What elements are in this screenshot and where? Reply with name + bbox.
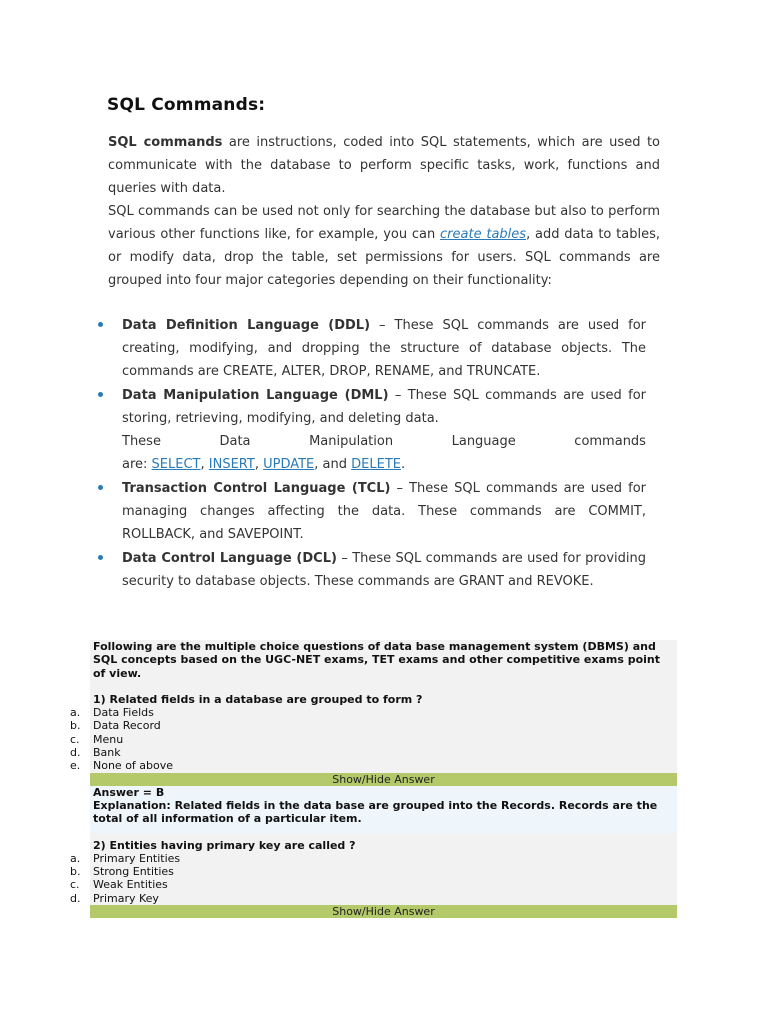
insert-link[interactable]: INSERT bbox=[208, 457, 255, 472]
option-letter: a. bbox=[70, 851, 81, 865]
list-item-dml bbox=[95, 384, 646, 476]
quiz-question-1-block bbox=[70, 640, 677, 773]
option-text: None of above bbox=[93, 759, 174, 773]
delete-link[interactable]: DELETE bbox=[351, 457, 401, 472]
option-item bbox=[70, 891, 674, 905]
option-item bbox=[70, 878, 674, 892]
bullet-icon bbox=[98, 555, 103, 560]
category-title: Data Definition Language (DDL) bbox=[122, 318, 371, 333]
intro-paragraph-1 bbox=[108, 131, 660, 200]
option-letter: d. bbox=[70, 891, 81, 905]
bullet-icon bbox=[98, 392, 103, 397]
quiz-intro-text: Following are the multiple choice questions of data base management system (DBMS) and SQL concepts based on the UGC-NET exams, TET exams and other competitive exams point of view. bbox=[93, 640, 661, 680]
show-hide-answer-button-2[interactable]: Show/Hide Answer bbox=[90, 905, 677, 918]
list-item-dcl bbox=[95, 547, 646, 593]
category-title: Data Manipulation Language (DML) bbox=[122, 388, 389, 403]
categories-list bbox=[95, 314, 646, 594]
option-letter: a. bbox=[70, 706, 81, 720]
option-text: Strong Entities bbox=[93, 865, 174, 879]
intro-text bbox=[108, 131, 660, 292]
answer-1: Answer = B bbox=[93, 785, 165, 799]
option-text: Menu bbox=[93, 732, 124, 746]
intro-bold-term: SQL commands bbox=[108, 135, 223, 150]
separator: , bbox=[200, 457, 209, 472]
option-letter: c. bbox=[70, 732, 80, 746]
option-item bbox=[70, 706, 674, 720]
option-text: Primary Entities bbox=[93, 851, 181, 865]
category-text: – These SQL commands are used for creating, modifying, and dropping the structure of database objects. The commands are CREATE, ALTER, DROP, RENAME, and TRUNCATE. bbox=[122, 318, 646, 379]
dml-word: Language bbox=[451, 434, 516, 449]
option-letter: d. bbox=[70, 746, 81, 760]
category-title: Transaction Control Language (TCL) bbox=[122, 481, 391, 496]
intro-paragraph-2 bbox=[108, 200, 660, 292]
answer-1-block bbox=[90, 786, 677, 833]
category-title: Data Control Language (DCL) bbox=[122, 551, 337, 566]
dml-word: Manipulation bbox=[309, 434, 394, 449]
page-title: SQL Commands: bbox=[107, 95, 266, 115]
update-link[interactable]: UPDATE bbox=[263, 457, 315, 472]
option-item bbox=[70, 732, 674, 746]
question-2-options bbox=[70, 851, 674, 905]
category-text: – These SQL commands are used for providing security to database objects. These commands are GRANT and REVOKE. bbox=[122, 551, 646, 589]
category-text: – These SQL commands are used for storing, retrieving, modifying, and deleting data. bbox=[122, 388, 647, 426]
period: . bbox=[400, 457, 406, 472]
option-item bbox=[70, 865, 674, 879]
explanation-1: Explanation: Related fields in the data base are grouped into the Records. Records are the total of all information of a particular item. bbox=[93, 798, 658, 826]
intro-p2-text-after: , add data to tables, or modify data, drop the table, set permissions for users. SQL commands are grouped into four major categories depending on their functionality: bbox=[108, 227, 660, 288]
option-letter: c. bbox=[70, 878, 80, 892]
quiz-question-2-block bbox=[70, 833, 677, 905]
question-2-text: 2) Entities having primary key are called ? bbox=[93, 838, 356, 852]
bullet-icon bbox=[98, 322, 103, 327]
option-item bbox=[70, 719, 674, 733]
separator: , bbox=[254, 457, 264, 472]
dml-are-prefix: are: bbox=[122, 457, 152, 472]
option-text: Data Fields bbox=[93, 706, 154, 720]
option-letter: b. bbox=[70, 865, 81, 879]
separator: , and bbox=[314, 457, 352, 472]
question-2 bbox=[93, 839, 674, 852]
intro-p2-text-before: SQL commands can be used not only for searching the database but also to perform various other functions like, for example, you can bbox=[108, 204, 660, 242]
option-item bbox=[70, 851, 674, 865]
dml-commands-line bbox=[122, 453, 646, 476]
dml-word: commands bbox=[574, 434, 646, 449]
spacer bbox=[93, 680, 674, 693]
bullet-icon bbox=[98, 485, 103, 490]
option-item bbox=[70, 759, 674, 773]
option-text: Bank bbox=[93, 746, 121, 760]
intro-p1-text: are instructions, coded into SQL statements, which are used to communicate with the database to perform specific tasks, work, functions and queries with data. bbox=[108, 135, 660, 196]
list-item-tcl bbox=[95, 477, 646, 546]
quiz-section bbox=[70, 640, 677, 919]
option-text: Data Record bbox=[93, 719, 161, 733]
option-text: Weak Entities bbox=[93, 878, 168, 892]
option-letter: e. bbox=[70, 759, 81, 773]
option-item bbox=[70, 746, 674, 760]
category-text: – These SQL commands are used for managing changes affecting the data. These commands are COMMIT, ROLLBACK, and SAVEPOINT. bbox=[122, 481, 647, 542]
option-text: Primary Key bbox=[93, 891, 159, 905]
question-1 bbox=[93, 693, 674, 706]
dml-word: Data bbox=[219, 434, 251, 449]
list-item-ddl bbox=[95, 314, 646, 383]
dml-words-line bbox=[122, 430, 646, 453]
select-link[interactable]: SELECT bbox=[151, 457, 201, 472]
show-hide-answer-button-1[interactable]: Show/Hide Answer bbox=[90, 773, 677, 786]
question-1-options bbox=[70, 706, 674, 773]
quiz-intro bbox=[93, 640, 674, 680]
question-1-text: 1) Related fields in a database are grouped to form ? bbox=[93, 692, 423, 706]
option-letter: b. bbox=[70, 719, 81, 733]
dml-word: These bbox=[122, 434, 161, 449]
create-tables-link[interactable]: create tables bbox=[440, 227, 527, 242]
